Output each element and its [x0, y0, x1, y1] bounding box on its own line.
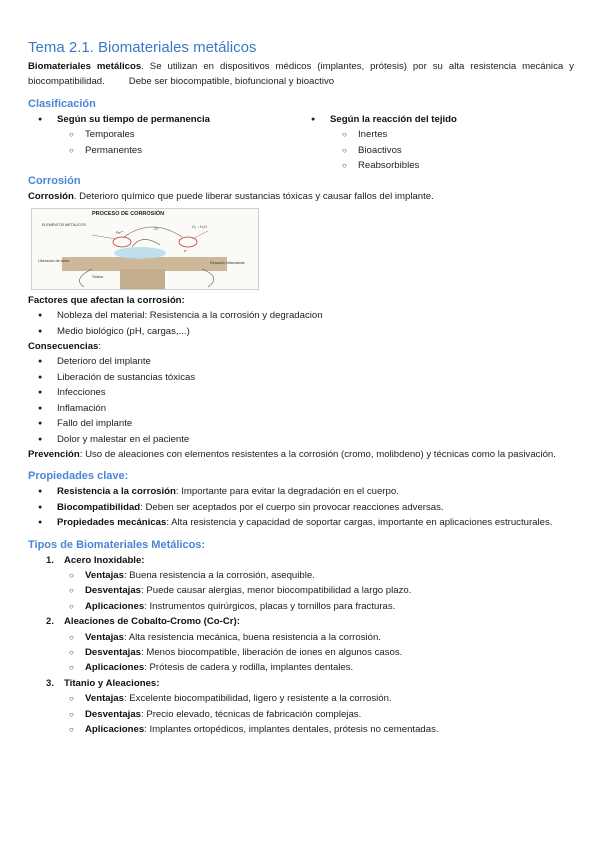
- sub-text: : Puede causar alergias, menor biocompatibilidad a largo plazo.: [141, 585, 412, 597]
- diagram-label: e⁻: [184, 248, 188, 253]
- type-name: Titanio y Aleaciones:: [64, 677, 160, 689]
- intro-extra: Debe ser biocompatible, biofuncional y bioactivo: [128, 76, 335, 88]
- property-text: : Deben ser aceptados por el cuerpo sin provocar reacciones adversas.: [140, 501, 444, 513]
- intro-text: . Se utilizan en dispositivos médicos (implantes, prótesis) por su alta resistencia mecánica y biocompatibilidad.: [28, 61, 574, 88]
- classification-left-label: Según su tiempo de permanencia: [57, 113, 211, 125]
- list-item: ● Nobleza del material: Resistencia a la corrosión y degradacion: [28, 308, 574, 323]
- diagram-label: Fe²⁺: [116, 230, 124, 235]
- list-item: ● Dolor y malestar en el paciente: [28, 432, 574, 447]
- sub-term: Desventajas: [85, 646, 141, 658]
- type-number: 2.: [46, 616, 55, 628]
- sub-text: : Prótesis de cadera y rodilla, implantes dentales.: [144, 662, 354, 674]
- corrosion-diagram-graphic: [32, 209, 259, 290]
- list-item: ○ Temporales: [28, 127, 301, 142]
- sub-term: Ventajas: [85, 693, 124, 705]
- sub-term: Aplicaciones: [85, 662, 145, 674]
- list-item: ○ Bioactivos: [301, 143, 574, 158]
- type-item: [28, 614, 574, 676]
- property-text: : Alta resistencia y capacidad de soportar cargas, importante en aplicaciones estructurales.: [166, 517, 553, 529]
- properties-heading: Propiedades clave:: [28, 470, 129, 483]
- list-item: ○ Reabsorbibles: [301, 158, 574, 173]
- corrosion-text: . Deterioro químico que puede liberar sustancias tóxicas y causar fallos del implante.: [73, 191, 434, 203]
- type-name: Acero Inoxidable:: [64, 554, 145, 566]
- list-item: ○ Inertes: [301, 127, 574, 142]
- classification-right-label: Según la reacción del tejido: [330, 113, 457, 125]
- sub-text: : Excelente biocompatibilidad, ligero y resistente a la corrosión.: [123, 693, 392, 705]
- list-item: [28, 599, 574, 614]
- classification-left: [28, 112, 301, 174]
- type-number: 1.: [46, 554, 55, 566]
- sub-text: : Instrumentos quirúrgicos, placas y tornillos para fracturas.: [144, 600, 396, 612]
- corrosion-heading: Corrosión: [28, 175, 81, 188]
- classification-heading: Clasificación: [28, 97, 96, 110]
- factors-label: Factores que afectan la corrosión:: [28, 294, 185, 306]
- list-item: [28, 630, 574, 645]
- list-item: [28, 568, 574, 583]
- corrosion-process-diagram: [31, 208, 259, 290]
- corrosion-term: Corrosión: [28, 191, 74, 203]
- list-item: ● Deterioro del implante: [28, 354, 574, 369]
- sub-text: : Implantes ortopédicos, implantes dentales, prótesis no cementadas.: [144, 724, 439, 735]
- type-item: [28, 676, 574, 738]
- property-text: : Importante para evitar la degradación en el cuerpo.: [175, 486, 399, 498]
- sub-term: Ventajas: [85, 631, 124, 643]
- sub-term: Aplicaciones: [85, 600, 145, 612]
- document-page: Tema 2.1. Biomateriales metálicos Biomateriales metálicos. Se utilizan en dispositivos médicos (implantes, prótesis) por su alta resistencia mecánica y biocompatibilidad. Debe ser biocompatible, biofuncional y bioactivo Clasificación ● Según su tiempo de permanencia ○ Temporales ○ Permanentes ● Según la reacción del tejido ○ Inertes ○ Bioactivos ○ Reabsorbibles Corrosión Corrosión. Deterioro químico que puede liberar sustancias tóxicas y causar fallos del implante. PROCESO DE CORROSIÓN ELEMENTOS METÁLICOS O₂ ↓ H₂O Fe²⁺ Cl⁻ e⁻ Liberación de iones Óxidos Reacción inflamatoria Factores que afectan la corrosión: ● Nobleza del material: Resistencia a la corrosión y degradacion ● Medio biológico (pH, cargas,...) Consecuencias: ● Deterioro del implante ● Liberación de sustancias tóxicas ● Infecciones ● Inflamación ● Fallo del implante ● Dolor y malestar en el paciente Prevención: Uso de aleaciones con elementos resistentes a la corrosión (cromo, molibdeno) y técnicas como la pasivación. Propiedades clave: ● Resistencia a la corrosión: Importante para evitar la degradación en el cuerpo. ● Biocompatibilidad: Deben ser aceptados por el cuerpo sin provocar reacciones adversas. ● Propiedades mecánicas: Alta resistencia y capacidad de soportar cargas, importante en aplicaciones estructurales. Tipos de Biomateriales Metálicos: 1. Acero Inoxidable: ○ Ventajas: Buena resistencia a la corrosión, asequible. ○ Desventajas: Puede causar alergias, menor biocompatibilidad a largo plazo. ○ Aplicaciones: Instrumentos quirúrgicos, placas y tornillos para fracturas. 2. Aleaciones de Cobalto-Cromo (Co-Cr): ○ Ventajas: Alta resistencia mecánica, buena resistencia a la corrosión. ○ Desventajas: Menos biocompatible, liberación de iones en algunos casos. ○ Aplicaciones: Prótesis de cadera y rodilla, implantes dentales. 3. Titanio y Aleaciones: ○ Ventajas: Excelente biocompatibilidad, ligero y resistente a la corrosión. ○ Desventajas: Precio elevado, técnicas de fabricación complejas. ○ Aplicaciones: Implantes ortopédicos, implantes dentales, prótesis no cementadas.: [28, 38, 574, 737]
- list-item: ● Inflamación: [28, 401, 574, 416]
- diagram-title: PROCESO DE CORROSIÓN: [92, 210, 165, 217]
- sub-text: : Precio elevado, técnicas de fabricación complejas.: [141, 708, 362, 720]
- list-item: [28, 500, 574, 515]
- type-item: [28, 553, 574, 615]
- types-heading: Tipos de Biomateriales Metálicos:: [28, 538, 206, 551]
- diagram-label: Reacción inflamatoria: [210, 260, 245, 265]
- diagram-label: Óxidos: [92, 274, 104, 279]
- diagram-label: O₂ ↓ H₂O: [192, 224, 207, 229]
- list-item: [28, 660, 574, 675]
- prevention-label: Prevención: [28, 448, 80, 460]
- sub-term: Aplicaciones: [85, 724, 145, 735]
- list-item: [28, 583, 574, 598]
- sub-term: Desventajas: [85, 708, 141, 720]
- diagram-label: Cl⁻: [154, 226, 160, 231]
- list-item: [28, 691, 574, 706]
- property-term: Propiedades mecánicas: [57, 517, 167, 529]
- sub-term: Ventajas: [85, 569, 124, 581]
- classification-right: [301, 112, 574, 174]
- list-item: ● Infecciones: [28, 385, 574, 400]
- intro-paragraph: [28, 59, 574, 90]
- classification-columns: [28, 112, 574, 174]
- type-name: Aleaciones de Cobalto-Cromo (Co-Cr):: [64, 616, 240, 628]
- type-number: 3.: [46, 677, 55, 689]
- prevention-text: : Uso de aleaciones con elementos resistentes a la corrosión (cromo, molibdeno) y técnicas como la pasivación.: [79, 448, 556, 460]
- sub-text: : Alta resistencia mecánica, buena resistencia a la corrosión.: [123, 631, 381, 643]
- list-item: ○ Permanentes: [28, 143, 301, 158]
- property-term: Biocompatibilidad: [57, 501, 141, 513]
- list-item: ● Medio biológico (pH, cargas,...): [28, 324, 574, 339]
- sub-text: : Buena resistencia a la corrosión, asequible.: [123, 569, 315, 581]
- list-item: ● Fallo del implante: [28, 416, 574, 431]
- list-item: ● Liberación de sustancias tóxicas: [28, 370, 574, 385]
- list-item: [28, 484, 574, 499]
- list-item: [28, 707, 574, 722]
- sub-text: : Menos biocompatible, liberación de iones en algunos casos.: [141, 646, 403, 658]
- prevention-paragraph: [28, 447, 574, 462]
- list-item: [28, 515, 574, 530]
- page-title: Tema 2.1. Biomateriales metálicos: [28, 39, 257, 56]
- sub-term: Desventajas: [85, 585, 141, 597]
- consequences-label: Consecuencias: [28, 341, 99, 353]
- list-item: [28, 722, 574, 737]
- property-term: Resistencia a la corrosión: [57, 486, 176, 498]
- corrosion-paragraph: [28, 189, 574, 204]
- diagram-label: ELEMENTOS METÁLICOS: [42, 222, 86, 227]
- list-item: [28, 645, 574, 660]
- intro-term: Biomateriales metálicos: [28, 61, 142, 72]
- diagram-label: Liberación de iones: [38, 258, 70, 263]
